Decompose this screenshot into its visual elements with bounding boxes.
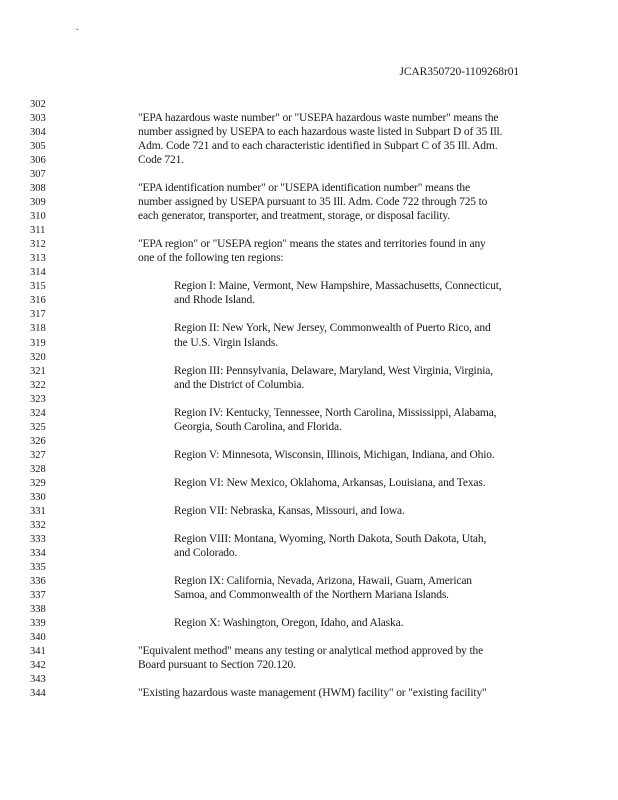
line-number: 309 bbox=[30, 197, 46, 209]
document-id-header: JCAR350720-1109268r01 bbox=[399, 66, 519, 78]
line-text: Region X: Washington, Oregon, Idaho, and Alaska. bbox=[174, 617, 404, 630]
line-number: 335 bbox=[30, 561, 46, 573]
line-number: 317 bbox=[30, 309, 46, 321]
line-number: 337 bbox=[30, 590, 46, 602]
line-text: Georgia, South Carolina, and Florida. bbox=[174, 420, 342, 433]
line-text: Region IV: Kentucky, Tennessee, North Carolina, Mississippi, Alabama, bbox=[174, 406, 497, 419]
line-text: Code 721. bbox=[138, 154, 184, 167]
line-number: 338 bbox=[30, 604, 46, 616]
line-number: 324 bbox=[30, 407, 46, 419]
line-text: Region I: Maine, Vermont, New Hampshire, Massachusetts, Connecticut, bbox=[174, 280, 502, 293]
line-text: Board pursuant to Section 720.120. bbox=[138, 659, 296, 672]
line-number: 304 bbox=[30, 127, 46, 139]
line-text: Region III: Pennsylvania, Delaware, Maryland, West Virginia, Virginia, bbox=[174, 364, 493, 377]
line-number: 340 bbox=[30, 632, 46, 644]
line-number: 330 bbox=[30, 491, 46, 503]
line-number: 339 bbox=[30, 618, 46, 630]
line-text: Samoa, and Commonwealth of the Northern Mariana Islands. bbox=[174, 589, 449, 602]
line-text: and Rhode Island. bbox=[174, 294, 255, 307]
line-number: 310 bbox=[30, 211, 46, 223]
line-number: 344 bbox=[30, 688, 46, 700]
line-text: Region IX: California, Nevada, Arizona, Hawaii, Guam, American bbox=[174, 575, 472, 588]
line-text: number assigned by USEPA to each hazardous waste listed in Subpart D of 35 Ill. bbox=[138, 126, 503, 139]
line-number: 342 bbox=[30, 660, 46, 672]
line-text: "EPA hazardous waste number" or "USEPA hazardous waste number" means the bbox=[138, 112, 499, 125]
line-number: 307 bbox=[30, 169, 46, 181]
line-text: Region V: Minnesota, Wisconsin, Illinois, Michigan, Indiana, and Ohio. bbox=[174, 448, 495, 461]
line-number: 343 bbox=[30, 674, 46, 686]
line-number: 334 bbox=[30, 547, 46, 559]
line-number: 308 bbox=[30, 183, 46, 195]
line-text: Region VIII: Montana, Wyoming, North Dakota, South Dakota, Utah, bbox=[174, 532, 487, 545]
line-number: 303 bbox=[30, 113, 46, 125]
line-number: 312 bbox=[30, 239, 46, 251]
line-number: 305 bbox=[30, 141, 46, 153]
line-number: 328 bbox=[30, 463, 46, 475]
line-text: "Equivalent method" means any testing or analytical method approved by the bbox=[138, 645, 484, 658]
line-number: 306 bbox=[30, 155, 46, 167]
line-number: 316 bbox=[30, 295, 46, 307]
line-number: 314 bbox=[30, 267, 46, 279]
line-text: number assigned by USEPA pursuant to 35 Ill. Adm. Code 722 through 725 to bbox=[138, 196, 488, 209]
line-number: 325 bbox=[30, 421, 46, 433]
line-number: 319 bbox=[30, 337, 46, 349]
line-text: "Existing hazardous waste management (HWM) facility" or "existing facility" bbox=[138, 687, 487, 700]
line-number: 332 bbox=[30, 519, 46, 531]
line-number: 333 bbox=[30, 533, 46, 545]
line-number: 336 bbox=[30, 576, 46, 588]
line-text: Region VI: New Mexico, Oklahoma, Arkansas, Louisiana, and Texas. bbox=[174, 476, 486, 489]
line-number: 326 bbox=[30, 435, 46, 447]
line-number: 323 bbox=[30, 393, 46, 405]
line-number: 329 bbox=[30, 477, 46, 489]
line-number: 311 bbox=[30, 225, 46, 237]
line-text: "EPA region" or "USEPA region" means the states and territories found in any bbox=[138, 238, 486, 251]
line-number: 321 bbox=[30, 365, 46, 377]
line-number: 315 bbox=[30, 281, 46, 293]
line-text: and the District of Columbia. bbox=[174, 378, 305, 391]
stray-mark: . bbox=[76, 22, 79, 33]
line-text: Region VII: Nebraska, Kansas, Missouri, and Iowa. bbox=[174, 504, 405, 517]
line-number: 327 bbox=[30, 449, 46, 461]
line-number: 320 bbox=[30, 351, 46, 363]
line-number: 331 bbox=[30, 505, 46, 517]
line-text: Adm. Code 721 and to each characteristic identified in Subpart C of 35 Ill. Adm. bbox=[138, 140, 498, 153]
line-text: Region II: New York, New Jersey, Commonwealth of Puerto Rico, and bbox=[174, 322, 491, 335]
line-text: and Colorado. bbox=[174, 546, 238, 559]
line-number: 318 bbox=[30, 323, 46, 335]
line-text: one of the following ten regions: bbox=[138, 252, 284, 265]
line-text: the U.S. Virgin Islands. bbox=[174, 336, 278, 349]
line-number: 313 bbox=[30, 253, 46, 265]
line-text: "EPA identification number" or "USEPA identification number" means the bbox=[138, 182, 470, 195]
line-number: 322 bbox=[30, 379, 46, 391]
line-number: 302 bbox=[30, 99, 46, 110]
line-number: 341 bbox=[30, 646, 46, 658]
line-text: each generator, transporter, and treatment, storage, or disposal facility. bbox=[138, 210, 450, 223]
